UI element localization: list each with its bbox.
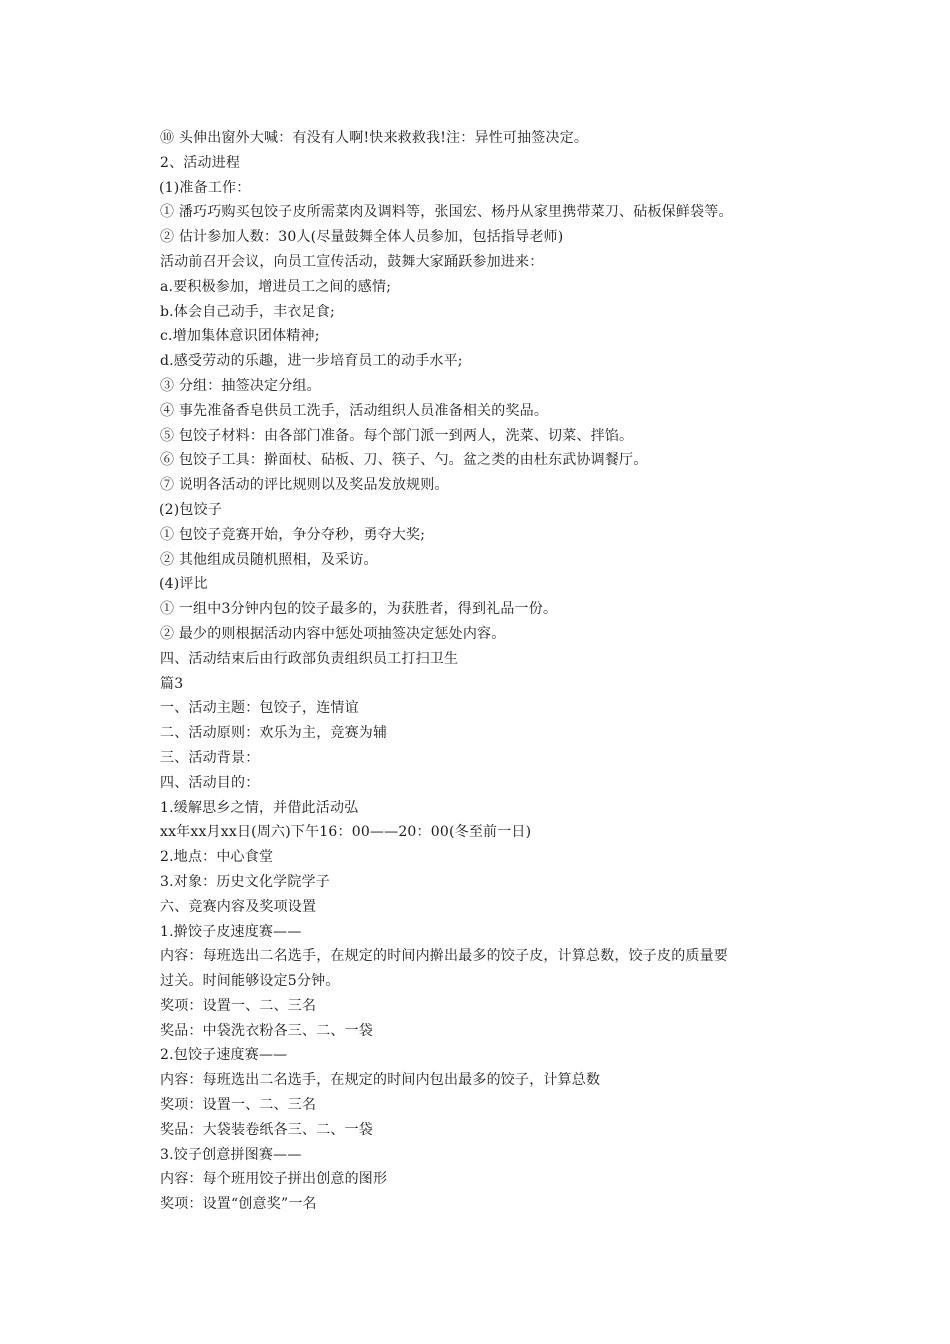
text-line: 1.擀饺子皮速度赛—— [160,923,302,940]
text-line: 奖品：中袋洗衣粉各三、二、一袋 [160,1022,373,1039]
chapter-heading: 篇3 [160,675,184,692]
text-line: ⑩ 头伸出窗外大喊：有没有人啊!快来救救我!注：异性可抽签决定。 [160,130,589,146]
text-line: ⑥ 包饺子工具：擀面杖、砧板、刀、筷子、勺。盆之类的由杜东武协调餐厅。 [160,452,648,469]
text-line: 过关。时间能够设定5分钟。 [160,973,340,990]
text-line: ⑤ 包饺子材料：由各部门准备。每个部门派一到两人，洗菜、切菜、拌馅。 [160,427,634,444]
text-line: 奖项：设置一、二、三名 [160,1097,317,1114]
text-line: 3.对象：历史文化学院学子 [160,873,330,890]
section-heading: 二、活动原则：欢乐为主，竞赛为辅 [160,725,388,742]
section-heading: 一、活动主题：包饺子，连情谊 [160,700,359,717]
list-item: a.要积极参加，增进员工之间的感情; [160,278,392,295]
text-line: ③ 分组：抽签决定分组。 [160,377,321,394]
text-line: ① 潘巧巧购买包饺子皮所需菜肉及调料等，张国宏、杨丹从家里携带菜刀、砧板保鲜袋等。 [160,204,733,221]
text-line: 3.饺子创意拼图赛—— [160,1146,302,1163]
text-line: 内容：每班选出二名选手，在规定的时间内擀出最多的饺子皮，计算总数，饺子皮的质量要 [160,948,728,965]
list-item: c.增加集体意识团体精神; [160,328,320,345]
subsection-heading: (4)评比 [159,576,208,593]
subsection-heading: (2)包饺子 [159,501,223,518]
text-line: ② 其他组成员随机照相，及采访。 [160,551,378,568]
subsection-heading: (1)准备工作： [159,179,251,196]
text-line: 2.包饺子速度赛—— [160,1047,288,1064]
text-line: 活动前召开会议，向员工宣传活动，鼓舞大家踊跃参加进来： [160,253,544,270]
text-line: 内容：每班选出二名选手，在规定的时间内包出最多的饺子，计算总数 [160,1072,601,1089]
text-line: ④ 事先准备香皂供员工洗手，活动组织人员准备相关的奖品。 [160,402,549,419]
text-line: ⑦ 说明各活动的评比规则以及奖品发放规则。 [160,477,449,494]
text-line: xx年xx月xx日(周六)下午16：00——20：00(冬至前一日) [160,824,532,841]
list-item: b.体会自己动手，丰衣足食; [160,303,335,320]
text-line: 奖项：设置“创意奖”一名 [160,1196,317,1213]
text-line: 奖项：设置一、二、三名 [160,997,317,1014]
text-line: ① 包饺子竞赛开始，争分夺秒，勇夺大奖; [160,526,426,543]
text-line: ② 最少的则根据活动内容中惩处项抽签决定惩处内容。 [160,625,506,642]
text-line: ① 一组中3分钟内包的饺子最多的，为获胜者，得到礼品一份。 [160,601,558,618]
section-heading: 2、活动进程 [160,154,241,171]
text-line: 1.缓解思乡之情，并借此活动弘 [160,799,359,816]
text-line: 2.地点：中心食堂 [160,849,274,866]
section-heading: 四、活动目的： [160,774,260,791]
section-heading: 六、竞赛内容及奖项设置 [160,898,317,915]
text-line: 奖品：大袋装卷纸各三、二、一袋 [160,1121,373,1138]
text-line: 内容：每个班用饺子拼出创意的图形 [160,1171,388,1188]
list-item: d.感受劳动的乐趣，进一步培育员工的动手水平; [160,353,463,370]
text-line: ② 估计参加人数：30人(尽量鼓舞全体人员参加，包括指导老师) [160,229,564,246]
document-body [160,126,820,1217]
section-heading: 三、活动背景： [160,749,260,766]
section-heading: 四、活动结束后由行政部负责组织员工打扫卫生 [160,650,459,667]
